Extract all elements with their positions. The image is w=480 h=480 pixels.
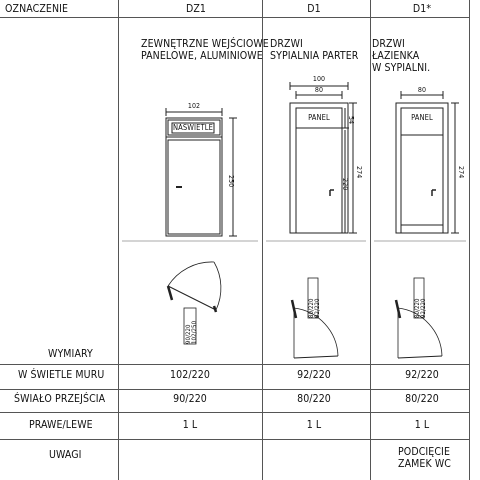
dz1-height-label: 250 [227, 175, 235, 188]
plan-tag-d1: 80/220 92/220 [308, 298, 321, 318]
cell-wall-opening-d1-star: 92/220 [405, 369, 439, 381]
cell-handing-dz1: 1 L [182, 419, 198, 431]
description-d1: DRZWI SYPIALNIA PARTER [270, 38, 359, 63]
cell-clear-opening-dz1: 90/220 [173, 393, 207, 405]
cell-handing-d1-star: 1 L [414, 419, 430, 431]
d1-star-panel-label: PANEL [411, 113, 433, 122]
row-label-handing: PRAWE/LEWE [29, 419, 93, 431]
elevation-d1 [266, 82, 366, 241]
d1-inner-width-label: 80 [314, 86, 324, 94]
row-label-wall-opening: W ŚWIETLE MURU [18, 369, 105, 381]
d1-star-inner-width-label: 80 [417, 86, 427, 94]
dz1-width-label: 102 [187, 102, 201, 110]
cell-notes-d1-star: PODCIĘCIE ZAMEK WC [398, 446, 451, 471]
d1-total-height-label: 274 [355, 166, 363, 179]
cell-clear-opening-d1-star: 80/220 [405, 393, 439, 405]
header-label: OZNACZENIE [5, 3, 69, 15]
row-label-clear-opening: ŚWIAŁO PRZEJŚCIA [14, 393, 106, 405]
column-header-d1-star: D1* [412, 3, 432, 15]
description-d1-star: DRZWI ŁAZIENKA W SYPIALNI. [372, 38, 431, 75]
d1-panel-height-label: 54 [347, 116, 355, 125]
row-label-dimensions: WYMIARY [48, 348, 93, 360]
d1-door-height-label: 220 [341, 178, 349, 191]
cell-wall-opening-d1: 92/220 [297, 369, 331, 381]
description-dz1: ZEWNĘTRZNE WEJŚCIOWE PANELOWE, ALUMINIOWE [141, 38, 269, 63]
column-header-dz1: DZ1 [185, 3, 207, 15]
d1-star-total-height-label: 274 [457, 166, 465, 179]
dz1-transom-label: NAŚWIETLE [173, 123, 213, 132]
cell-clear-opening-d1: 80/220 [297, 393, 331, 405]
row-label-notes: UWAGI [49, 449, 82, 461]
column-header-d1: D1 [307, 3, 321, 15]
d1-top-width-label: 100 [312, 75, 326, 83]
plan-tag-d1-star: 80/220 92/220 [414, 298, 427, 318]
plan-tag-dz1: 90/220 102/250 [185, 320, 198, 344]
d1-panel-label: PANEL [308, 113, 330, 122]
cell-wall-opening-dz1: 102/220 [170, 369, 210, 381]
cell-handing-d1: 1 L [306, 419, 322, 431]
